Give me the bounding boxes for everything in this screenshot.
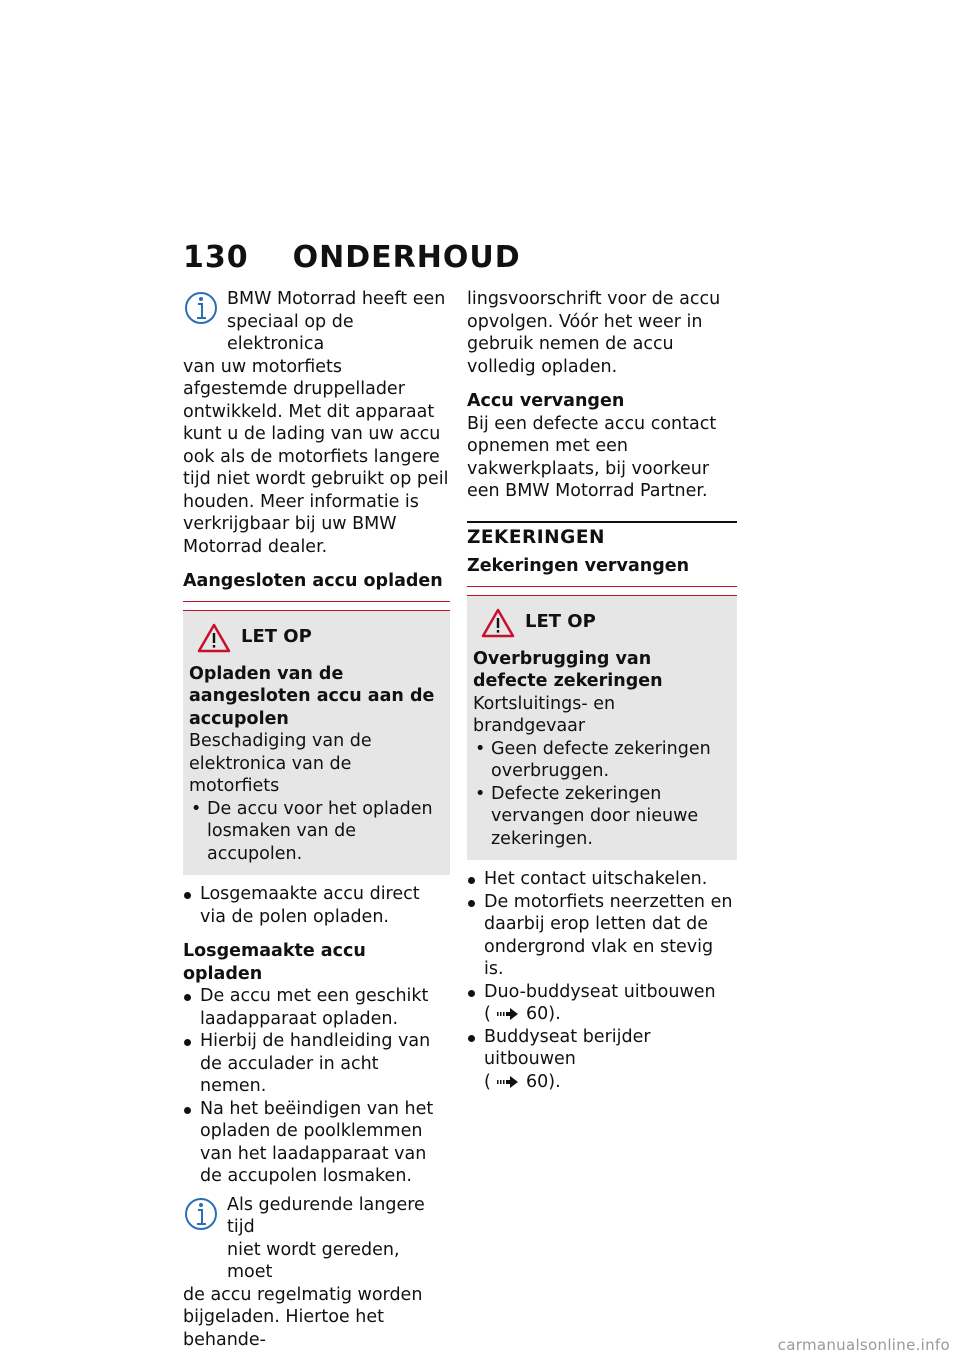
info-text: van uw motorfiets afgestemde druppellader ontwikkeld. Met dit apparaat kunt u de lading van uw accu ook als de motorfiets langere tijd niet wordt gebruikt op peil houden. Meer informatie is verkrijgbaar bij uw BMW Motorrad dealer. — [183, 356, 449, 557]
notice-label: LET OP — [241, 626, 312, 648]
notice-bullet: • Geen defecte zekeringen overbruggen. — [473, 738, 731, 783]
list-item: Hierbij de handleiding van de acculader in acht nemen. — [183, 1030, 450, 1098]
section-title: ZEKERINGEN — [467, 521, 737, 550]
heading-replace-fuses: Zekeringen vervangen — [467, 555, 737, 587]
info-line: speciaal op de elektronica — [227, 311, 354, 354]
step-text: Buddyseat berijder uitbouwen — [484, 1026, 651, 1069]
heading-charge-connected: Aangesloten accu opladen — [183, 570, 450, 602]
list-item: De accu met een geschikt laadapparaat opladen. — [183, 985, 450, 1030]
info-icon — [183, 290, 219, 328]
list-item: De motorfiets neerzetten en daarbij erop letten dat de ondergrond vlak en stevig is. — [467, 891, 737, 981]
warning-icon — [481, 608, 515, 638]
warning-icon — [197, 623, 231, 653]
paragraph: lingsvoorschrift voor de accu opvolgen. Vóór het weer in gebruik nemen de accu volledig opladen. — [467, 289, 721, 377]
notice-text: Kortsluitings- en brandgevaar — [473, 693, 616, 736]
notice-title — [473, 608, 731, 638]
page-reference: 60). — [525, 1004, 561, 1024]
notice-box — [183, 610, 450, 876]
list-item: Losgemaakte accu direct via de polen opladen. — [183, 883, 450, 928]
list-item: Na het beëindigen van het opladen de poolklemmen van het laadapparaat van de accupolen losmaken. — [183, 1098, 450, 1188]
notice-box — [467, 595, 737, 861]
chapter-title: ONDERHOUD — [292, 240, 521, 275]
page-number: 130 — [183, 240, 249, 275]
notice-heading: Overbrugging van defecte zekeringen — [473, 648, 663, 691]
page-header — [183, 240, 521, 275]
notice-text: Beschadiging van de elektronica van de motorfiets — [189, 731, 372, 796]
notice-bullet: • Defecte zekeringen vervangen door nieuwe zekeringen. — [473, 783, 731, 851]
open-paren: ( — [484, 1004, 491, 1024]
notice-bullet: • De accu voor het opladen losmaken van de accupolen. — [189, 798, 444, 866]
reference-arrow-icon — [496, 1075, 520, 1089]
right-column — [467, 288, 737, 1093]
notice-label: LET OP — [525, 611, 596, 633]
heading-charge-disconnected: Losgemaakte accu opladen — [183, 941, 366, 984]
list-item — [467, 1026, 737, 1094]
notice-heading: Opladen van de aangesloten accu aan de accupolen — [189, 663, 435, 729]
watermark: carmanualsonline.info — [777, 1336, 950, 1354]
reference-arrow-icon — [496, 1007, 520, 1021]
notice-title — [189, 623, 444, 653]
info-line: BMW Motorrad heeft een — [227, 289, 446, 309]
page-reference: 60). — [525, 1071, 561, 1092]
open-paren: ( — [484, 1071, 491, 1092]
info-line: niet wordt gereden, moet — [227, 1239, 400, 1282]
paragraph: Bij een defecte accu contact opnemen met een vakwerkplaats, bij voorkeur een BMW Motorrad Partner. — [467, 413, 717, 501]
list-item: Het contact uitschakelen. — [467, 868, 737, 891]
info-text: de accu regelmatig worden bijgeladen. Hiertoe het behande- — [183, 1284, 423, 1350]
info-icon — [183, 1196, 219, 1234]
left-column — [183, 288, 450, 1351]
info-line: Als gedurende langere tijd — [227, 1194, 425, 1237]
heading-replace-battery: Accu vervangen — [467, 391, 625, 411]
step-text: Duo-buddyseat uitbouwen — [484, 981, 716, 1002]
list-item — [467, 981, 737, 1026]
info-note-2 — [183, 1194, 450, 1352]
info-note-1 — [183, 288, 450, 558]
